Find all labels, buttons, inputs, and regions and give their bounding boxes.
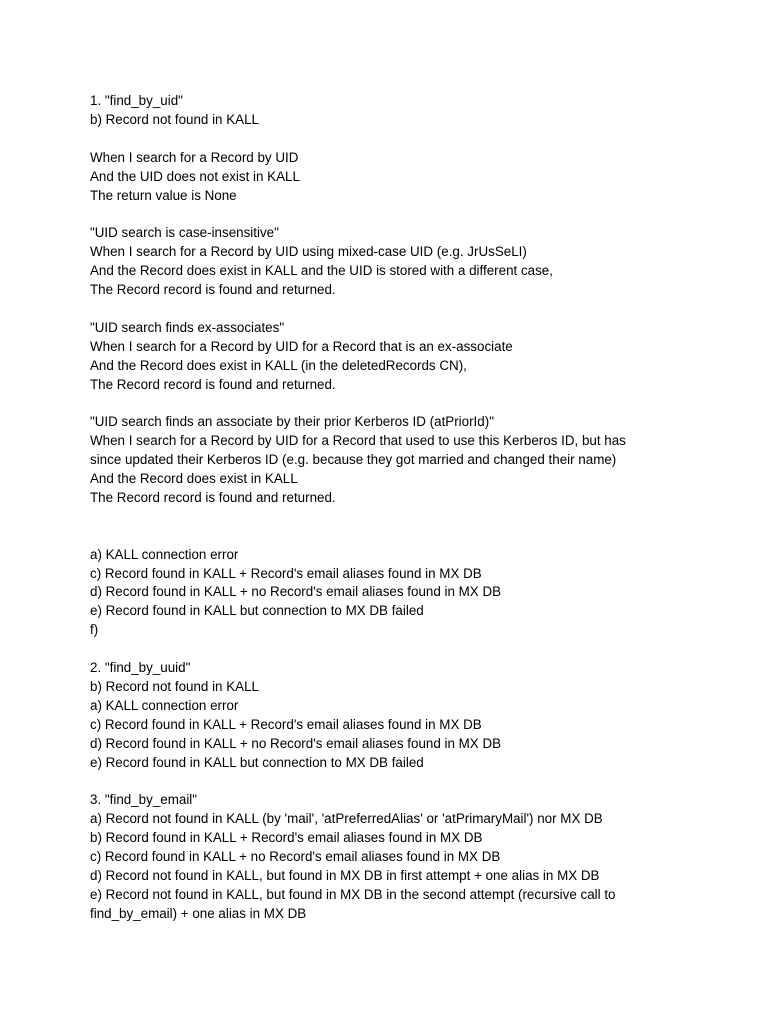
text-line: f) [90,622,99,638]
text-line: The return value is None [90,187,237,203]
text-line: c) Record found in KALL + Record's email aliases found in MX DB [90,565,482,581]
text-line: When I search for a Record by UID using mixed-case UID (e.g. JrUsSeLI) [90,244,527,260]
scenario-case-insensitive [90,224,650,300]
text-line: And the UID does not exist in KALL [90,168,300,184]
text-line: e) Record found in KALL but connection to MX DB failed [90,603,424,619]
text-line: 2. "find_by_uuid" [90,660,191,676]
scenario-prior-kerberos-id [90,413,650,508]
paragraph-gap [90,394,650,413]
text-line: d) Record found in KALL + no Record's email aliases found in MX DB [90,584,502,600]
text-line: c) Record found in KALL + no Record's email aliases found in MX DB [90,849,501,865]
text-line: "UID search finds an associate by their prior Kerberos ID (atPriorId)" [90,414,494,430]
section-find-by-uid-heading [90,92,650,130]
text-line: b) Record not found in KALL [90,679,259,694]
text-line: "UID search is case-insensitive" [90,225,279,241]
text-line: When I search for a Record by UID for a Record that is an ex-associate [90,338,513,354]
text-line: "UID search finds ex-associates" [90,319,285,335]
scenario-uid-not-found [90,149,650,206]
text-line: find_by_email) + one alias in MX DB [90,905,307,921]
paragraph-gap [90,130,650,149]
text-line: e) Record not found in KALL, but found in MX DB in the second attempt (recursive call to [90,886,616,902]
paragraph-gap [90,300,650,319]
text-line: The Record record is found and returned. [90,282,336,298]
text-line: The Record record is found and returned. [90,489,336,505]
paragraph-gap [90,773,650,792]
document-body [90,92,650,924]
text-line: a) KALL connection error [90,697,239,713]
paragraph-gap [90,508,650,546]
text-line: c) Record found in KALL + Record's email aliases found in MX DB [90,716,482,732]
find-by-uid-other-cases [90,546,650,641]
text-line: b) Record found in KALL + Record's email aliases found in MX DB [90,830,483,846]
text-line: since updated their Kerberos ID (e.g. because they got married and changed their name) [90,452,617,468]
section-find-by-email [90,791,650,923]
text-line: And the Record does exist in KALL [90,471,298,487]
text-line: And the Record does exist in KALL and the UID is stored with a different case, [90,263,553,279]
text-line: b) Record not found in KALL [90,111,259,127]
text-line: d) Record not found in KALL, but found in MX DB in first attempt + one alias in MX DB [90,868,600,884]
text-line: a) KALL connection error [90,546,239,562]
text-line: When I search for a Record by UID for a Record that used to use this Kerberos ID, but has [90,433,626,449]
text-line: The Record record is found and returned. [90,376,336,392]
scenario-ex-associates [90,319,650,395]
text-line: d) Record found in KALL + no Record's email aliases found in MX DB [90,735,502,751]
text-line: e) Record found in KALL but connection to MX DB failed [90,754,424,770]
section-find-by-uuid [90,659,650,772]
text-line: 3. "find_by_email" [90,792,198,808]
text-line: And the Record does exist in KALL (in the deletedRecords CN), [90,357,467,373]
paragraph-gap [90,205,650,224]
text-line: 1. "find_by_uid" [90,93,183,108]
text-line: a) Record not found in KALL (by 'mail', 'atPreferredAlias' or 'atPrimaryMail') nor MX DB [90,811,603,827]
text-line: When I search for a Record by UID [90,149,299,165]
paragraph-gap [90,640,650,659]
